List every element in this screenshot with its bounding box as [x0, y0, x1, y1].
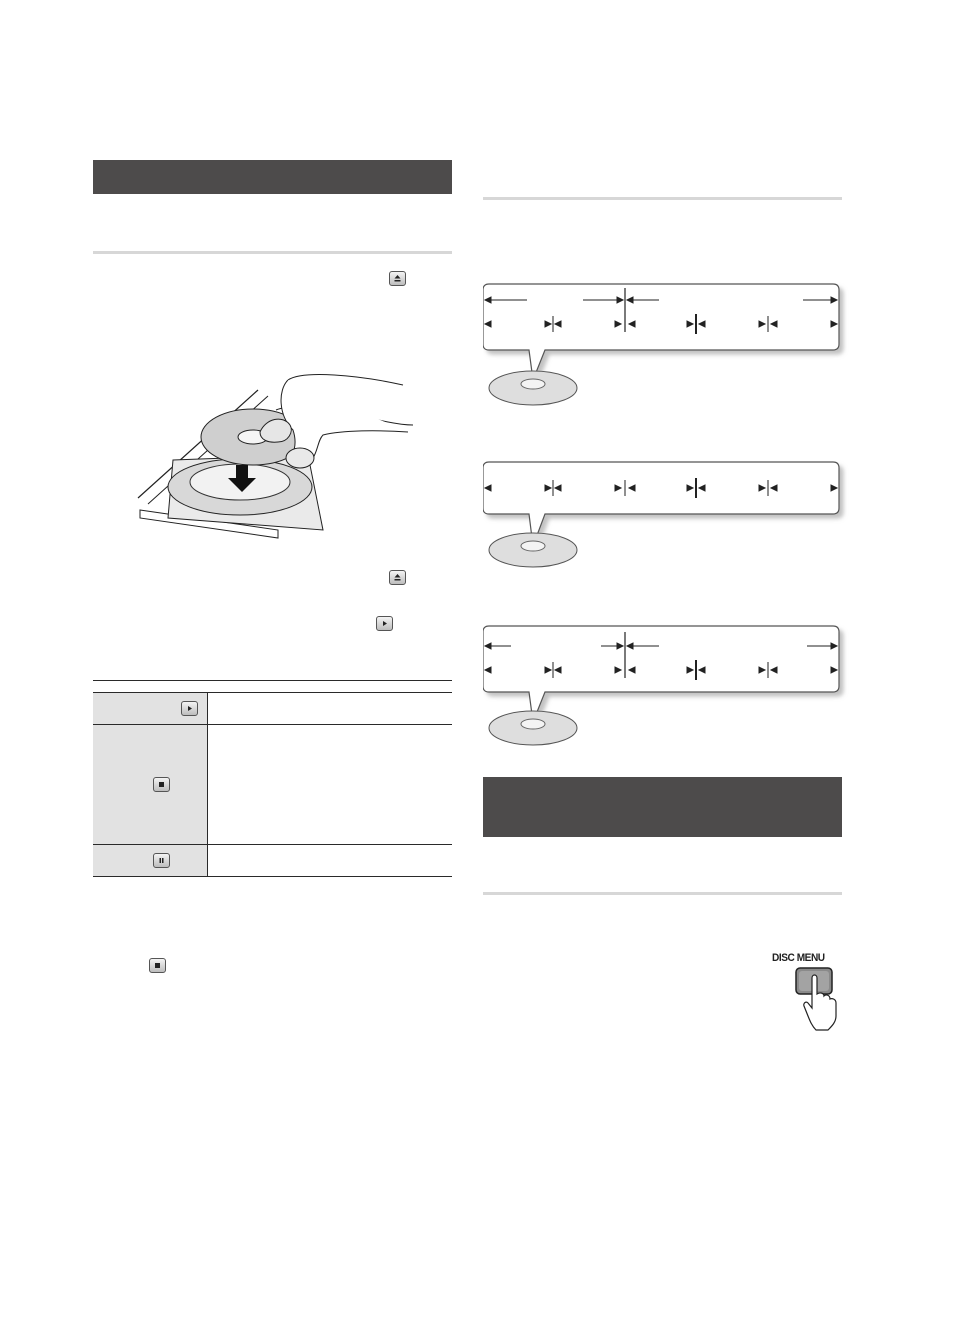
disc-structure-diagram-2	[483, 460, 851, 575]
subsection-rule-right-bottom	[483, 892, 842, 895]
eject-button-icon-2	[389, 570, 406, 585]
table-row-stop	[93, 725, 452, 845]
subsection-rule-left	[93, 251, 452, 254]
table-cell-pause-desc	[208, 845, 453, 877]
table-cell-stop-key	[93, 725, 208, 845]
section-header-bar-right	[483, 777, 842, 837]
disc-loading-illustration	[128, 370, 418, 545]
disc-structure-diagram-1	[483, 280, 851, 410]
stop-button-icon	[149, 958, 166, 973]
play-icon	[181, 701, 198, 716]
table-cell-pause-key	[93, 845, 208, 877]
table-row-play	[93, 693, 452, 725]
subsection-rule-right-top	[483, 197, 842, 200]
playback-controls-table	[93, 680, 452, 877]
pause-icon	[153, 853, 170, 868]
table-cell-play-desc	[208, 693, 453, 725]
table-cell-stop-desc	[208, 725, 453, 845]
section-header-bar-left	[93, 160, 452, 194]
table-row-pause	[93, 845, 452, 877]
disc-menu-label: DISC MENU	[772, 952, 825, 964]
table-cell-play-key	[93, 693, 208, 725]
play-button-icon	[376, 616, 393, 631]
stop-icon	[153, 777, 170, 792]
disc-menu-button-illustration	[790, 966, 842, 1032]
disc-structure-diagram-3	[483, 622, 851, 752]
table-header-row	[93, 681, 452, 693]
eject-button-icon	[389, 271, 406, 286]
